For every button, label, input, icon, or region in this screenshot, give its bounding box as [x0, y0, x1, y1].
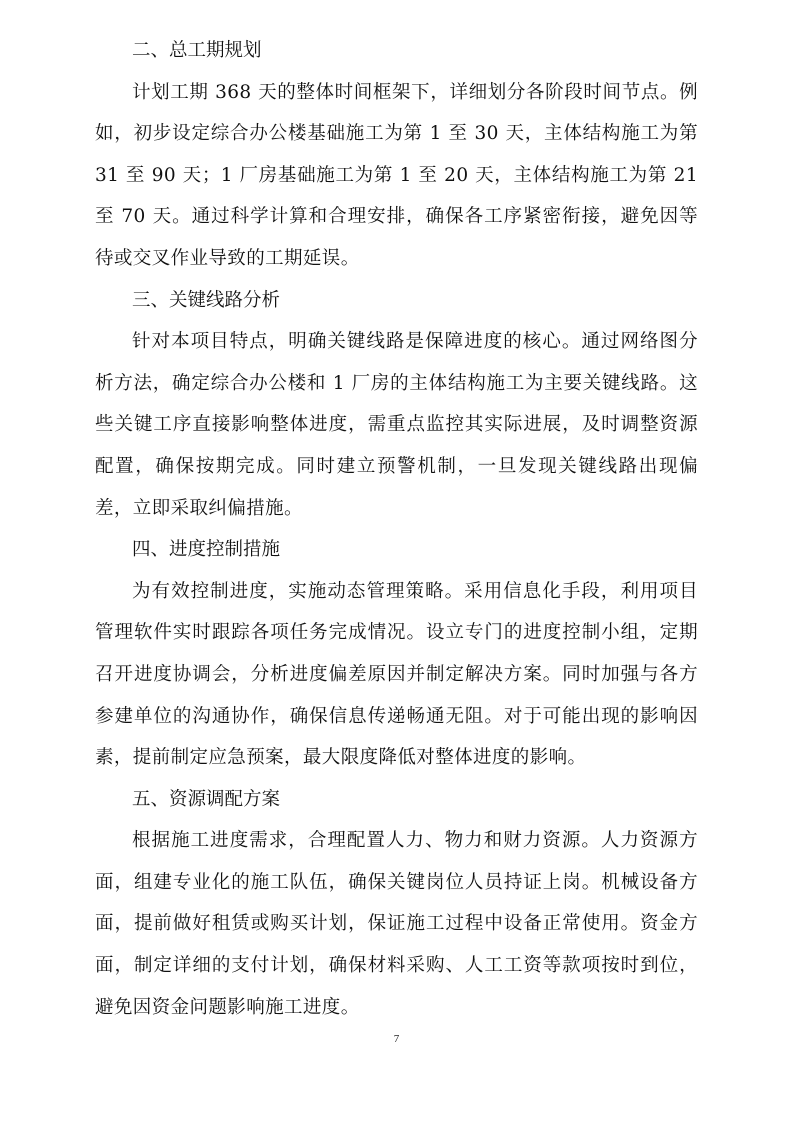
page-number: 7 [393, 1033, 400, 1045]
section-heading: 三、关键线路分析 [132, 289, 281, 311]
section-progress-control [95, 529, 698, 779]
section-heading: 五、资源调配方案 [132, 788, 281, 810]
section-paragraph: 根据施工进度需求，合理配置人力、物力和财力资源。人力资源方面，组建专业化的施工队伍，确保关键岗位人员持证上岗。机械设备方面，提前做好租赁或购买计划，保证施工过程中设备正常使用。资金方面，制定详细的支付计划，确保材料采购、人工工资等款项按时到位，避免因资金问题影响施工进度。 [95, 830, 698, 1018]
section-paragraph: 针对本项目特点，明确关键线路是保障进度的核心。通过网络图分析方法，确定综合办公楼和 1 厂房的主体结构施工为主要关键线路。这些关键工序直接影响整体进度，需重点监控其实际进展，及时调整资源配置，确保按期完成。同时建立预警机制，一旦发现关键线路出现偏差，立即采取纠偏措施。 [95, 331, 698, 519]
section-paragraph: 为有效控制进度，实施动态管理策略。采用信息化手段，利用项目管理软件实时跟踪各项任务完成情况。设立专门的进度控制小组，定期召开进度协调会，分析进度偏差原因并制定解决方案。同时加强与各方参建单位的沟通协作，确保信息传递畅通无阻。对于可能出现的影响因素，提前制定应急预案，最大限度降低对整体进度的影响。 [95, 580, 698, 769]
section-paragraph: 计划工期 368 天的整体时间框架下，详细划分各阶段时间节点。例如，初步设定综合办公楼基础施工为第 1 至 30 天，主体结构施工为第 31 至 90 天；1 厂房基础施工为第 1 至 20 天，主体结构施工为第 21 至 70 天。通过科学计算和合理安排，确保各工序紧密衔接，避免因等待或交叉作业导致的工期延误。 [95, 81, 698, 269]
section-critical-path [95, 280, 698, 530]
section-resource-allocation [95, 779, 698, 1029]
section-total-schedule [95, 30, 698, 280]
section-heading: 二、总工期规划 [132, 40, 262, 61]
section-heading: 四、进度控制措施 [132, 539, 281, 561]
